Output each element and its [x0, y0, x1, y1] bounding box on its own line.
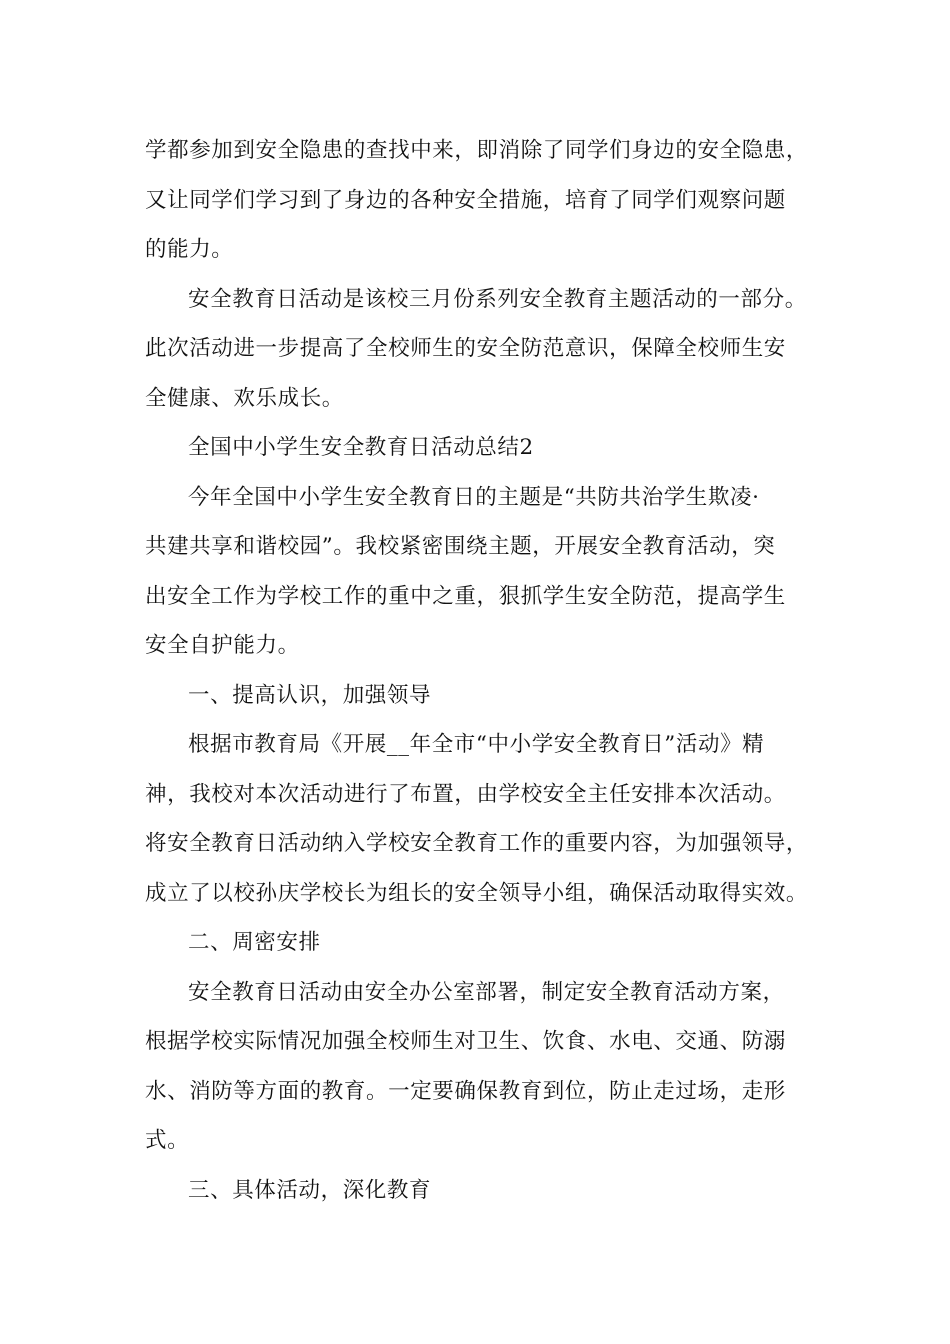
text-line: 安全自护能力。: [145, 633, 300, 658]
text-line: 又让同学们学习到了身边的各种安全措施，培育了同学们观察问题: [145, 187, 786, 213]
heading-3: 三、具体活动，深化教育: [188, 1177, 432, 1203]
text-line: 水、消防等方面的教育。一定要确保教育到位，防止走过场，走形: [145, 1078, 786, 1104]
heading-2: 二、周密安排: [188, 930, 321, 955]
text-line: 今年全国中小学生安全教育日的主题是“共防共治学生欺凌·: [188, 484, 760, 510]
text-line: 出安全工作为学校工作的重中之重，狠抓学生安全防范，提高学生: [145, 583, 786, 609]
text-line: 学都参加到安全隐患的查找中来，即消除了同学们身边的安全隐患，: [145, 138, 809, 163]
text-line: 将安全教育日活动纳入学校安全教育工作的重要内容，为加强领导，: [145, 831, 809, 856]
text-line: 根据学校实际情况加强全校师生对卫生、饮食、水电、交通、防溺: [145, 1029, 786, 1054]
text-line: 根据市教育局《开展__年全市“中小学安全教育日”活动》精: [188, 732, 765, 757]
text-line: 成立了以校孙庆学校长为组长的安全领导小组，确保活动取得实效。: [145, 880, 809, 906]
text-line: 共建共享和谐校园”。我校紧密围绕主题，开展安全教育活动，突: [145, 534, 776, 559]
document-body: [145, 126, 835, 1215]
section-title: 全国中小学生安全教育日活动总结2: [188, 435, 534, 460]
text-line: 安全教育日活动是该校三月份系列安全教育主题活动的一部分。: [188, 286, 807, 312]
text-line: 安全教育日活动由安全办公室部署，制定安全教育活动方案，: [188, 979, 785, 1005]
text-line: 的能力。: [145, 237, 234, 262]
heading-1: 一、提高认识，加强领导: [188, 682, 432, 708]
text-line: 此次活动进一步提高了全校师生的安全防范意识，保障全校师生安: [145, 336, 786, 361]
text-line: 式。: [145, 1128, 190, 1153]
text-line: 神，我校对本次活动进行了布置，由学校安全主任安排本次活动。: [145, 781, 786, 807]
text-line: 全健康、欢乐成长。: [145, 385, 344, 411]
